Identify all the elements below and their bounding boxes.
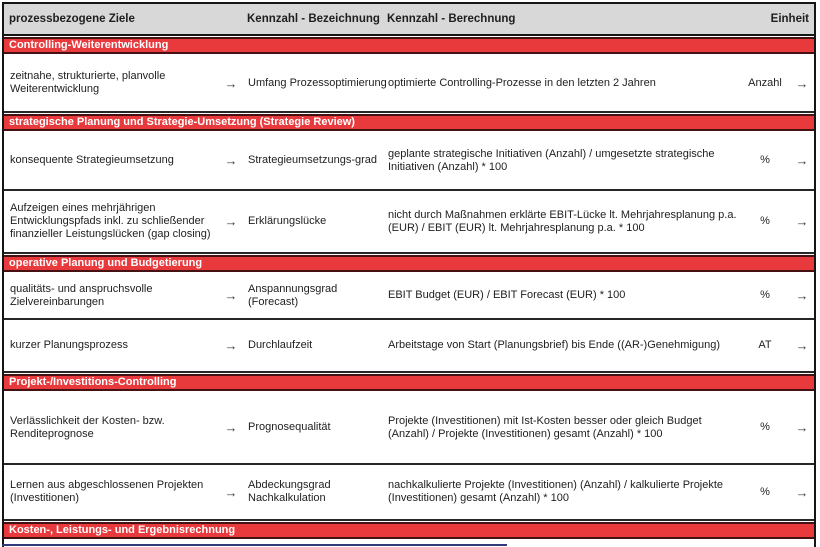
arrow-icon: → (224, 214, 238, 229)
column-header-goals: prozessbezogene Ziele (9, 13, 135, 25)
kpi-name-cell: Anspannungsgrad (Forecast) (248, 282, 338, 308)
column-header-unit: Einheit (770, 13, 809, 25)
arrow-icon: → (795, 153, 809, 168)
section-header: operative Planung und Budgetierung (4, 255, 814, 272)
section-header: Kosten-, Leistungs- und Ergebnisrechnung (4, 522, 814, 539)
arrow-icon: → (795, 288, 809, 303)
arrow-icon: → (795, 338, 809, 353)
arrow-icon: → (224, 420, 238, 435)
unit-cell: % (760, 421, 770, 433)
section-header: Controlling-Weiterentwicklung (4, 37, 814, 54)
unit-cell: % (760, 154, 770, 166)
unit-cell: % (760, 289, 770, 301)
kpi-name-cell: Strategieumsetzungs-grad (248, 154, 378, 166)
goal-cell: Lernen aus abgeschlossenen Projekten (Investitionen) (10, 479, 204, 504)
calculation-cell: geplante strategische Initiativen (Anzahl) / umgesetzte strategische Initiativen (Anzahl) * 100 (388, 147, 715, 173)
column-header-kpi-calculation: Kennzahl - Berechnung (387, 13, 516, 25)
arrow-icon: → (795, 75, 809, 91)
calculation-cell: EBIT Budget (EUR) / EBIT Forecast (EUR) * 100 (388, 289, 626, 301)
kpi-name-cell: Prognosequalität (248, 421, 331, 433)
kpi-name-cell: Durchlaufzeit (248, 339, 313, 351)
kpi-name-cell: Erklärungslücke (248, 215, 327, 227)
unit-cell: AT (758, 339, 772, 351)
column-header-kpi-name: Kennzahl - Bezeichnung (247, 13, 380, 25)
unit-cell: % (760, 485, 770, 498)
table-row (4, 191, 814, 254)
table-row (4, 465, 814, 521)
table-row (4, 392, 814, 465)
arrow-icon: → (224, 75, 238, 91)
arrow-icon: → (224, 288, 238, 303)
table-row (4, 132, 814, 191)
calculation-cell: Projekte (Investitionen) mit Ist-Kosten besser oder gleich Budget (Anzahl) / Projekte (Investitionen) gesamt (Anzahl) * 100 (388, 414, 702, 440)
calculation-cell: nachkalkulierte Projekte (Investitionen) (Anzahl) / kalkulierte Projekte (Investitionen) gesamt (Anzahl) * 100 (388, 479, 724, 504)
table-header-row (4, 4, 814, 36)
arrow-icon: → (795, 420, 809, 435)
goal-cell: konsequente Strategieumsetzung (10, 154, 174, 166)
table-row (4, 320, 814, 373)
goal-cell: kurzer Planungsprozess (10, 339, 129, 351)
calculation-cell: Arbeitstage von Start (Planungsbrief) bis Ende ((AR-)Genehmigung) (388, 339, 720, 351)
kpi-name-cell: Umfang Prozessoptimierung (248, 76, 387, 89)
goal-cell: Aufzeigen eines mehrjährigen Entwicklungspfads inkl. zu schließender finanzieller Leistungslücken (gap closing) (10, 202, 211, 240)
section-header: Projekt-/Investitions-Controlling (4, 374, 814, 391)
goal-cell: qualitäts- und anspruchsvolle Zielvereinbarungen (10, 282, 153, 308)
calculation-cell: nicht durch Maßnahmen erklärte EBIT-Lücke lt. Mehrjahresplanung p.a. (EUR) / EBIT (EUR) lt. Mehrjahresplanung p.a. * 100 (388, 208, 737, 234)
table-row (4, 55, 814, 113)
arrow-icon: → (224, 338, 238, 353)
kpi-table (2, 2, 816, 547)
goal-cell: Verlässlichkeit der Kosten- bzw. Renditeprognose (10, 414, 165, 440)
table-row (4, 273, 814, 320)
goal-cell: zeitnahe, strukturierte, planvolle Weiterentwicklung (10, 70, 166, 95)
arrow-icon: → (795, 484, 809, 500)
kpi-name-cell: Abdeckungsgrad Nachkalkulation (248, 479, 331, 504)
arrow-icon: → (224, 153, 238, 168)
arrow-icon: → (224, 484, 238, 500)
section-header: strategische Planung und Strategie-Umsetzung (Strategie Review) (4, 114, 814, 131)
page-bottom-rule (2, 544, 507, 546)
unit-cell: Anzahl (748, 76, 782, 89)
calculation-cell: optimierte Controlling-Prozesse in den letzten 2 Jahren (388, 76, 656, 89)
arrow-icon: → (795, 214, 809, 229)
unit-cell: % (760, 215, 770, 227)
